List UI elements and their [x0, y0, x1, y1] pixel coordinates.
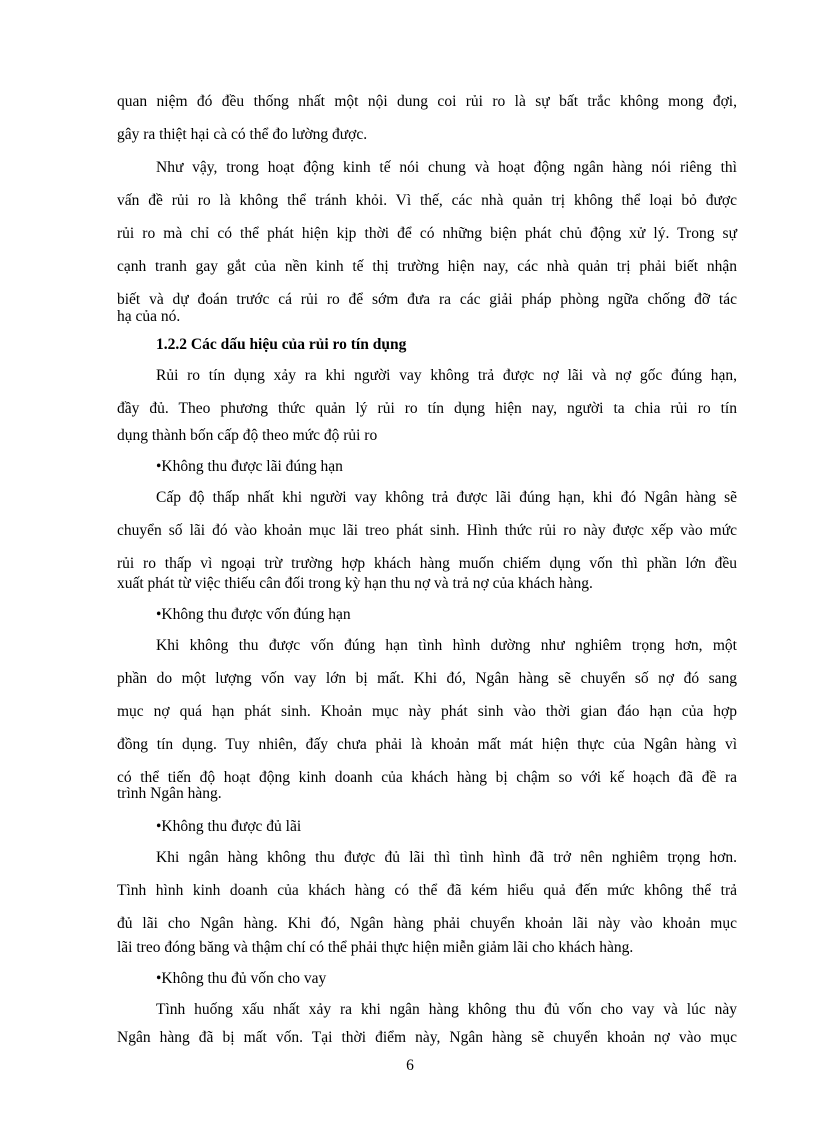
- paragraph-line: Như vậy, trong hoạt động kinh tế nói chung và hoạt động ngân hàng nói riêng thì: [156, 159, 737, 176]
- paragraph-line: vấn đề rủi ro là không thể tránh khỏi. Vì thế, các nhà quản trị không thể loại bỏ được: [117, 192, 737, 209]
- paragraph-line: đủ lãi cho Ngân hàng. Khi đó, Ngân hàng phải chuyển khoản lãi này vào khoản mục: [117, 915, 737, 932]
- paragraph-line: biết và dự đoán trước cá rủi ro để sớm đưa ra các giải pháp phòng ngữa chống đỡ tác: [117, 291, 737, 308]
- paragraph-line: rủi ro thấp vì ngoại trừ trường hợp khách hàng muốn chiếm dụng vốn thì phần lớn đều: [117, 555, 737, 572]
- paragraph-line: dụng thành bốn cấp độ theo mức độ rủi ro: [117, 427, 378, 444]
- paragraph-line: gây ra thiệt hại cà có thể đo lường được.: [117, 126, 368, 143]
- paragraph-line: Khi không thu được vốn đúng hạn tình hình dường như nghiêm trọng hơn, một: [156, 637, 737, 654]
- paragraph-line: mục nợ quá hạn phát sinh. Khoản mục này phát sinh vào thời gian đáo hạn của hợp: [117, 703, 737, 720]
- bullet-item: •Không thu được đủ lãi: [156, 818, 302, 835]
- bullet-item: •Không thu đủ vốn cho vay: [156, 970, 327, 987]
- paragraph-line: Ngân hàng đã bị mất vốn. Tại thời điểm này, Ngân hàng sẽ chuyển khoản nợ vào mục: [117, 1029, 737, 1046]
- paragraph-line: đầy đủ. Theo phương thức quản lý rủi ro tín dụng hiện nay, người ta chia rủi ro tín: [117, 400, 737, 417]
- paragraph-line: có thể tiến độ hoạt động kinh doanh của khách hàng bị chậm so với kế hoạch đã đề ra: [117, 769, 737, 786]
- paragraph-line: quan niệm đó đều thống nhất một nội dung coi rủi ro là sự bất trắc không mong đợi,: [117, 93, 737, 110]
- paragraph-line: Khi ngân hàng không thu được đủ lãi thì tình hình đã trở nên nghiêm trọng hơn.: [156, 849, 737, 866]
- paragraph-line: đồng tín dụng. Tuy nhiên, đấy chưa phải là khoản mất mát hiện thực của Ngân hàng vì: [117, 736, 737, 753]
- bullet-item: •Không thu được vốn đúng hạn: [156, 606, 351, 623]
- paragraph-line: Cấp độ thấp nhất khi người vay không trả được lãi đúng hạn, khi đó Ngân hàng sẽ: [156, 489, 737, 506]
- paragraph-line: chuyển số lãi đó vào khoản mục lãi treo phát sinh. Hình thức rủi ro này được xếp vào mức: [117, 522, 737, 539]
- section-heading: 1.2.2 Các dấu hiệu của rủi ro tín dụng: [156, 336, 407, 353]
- paragraph-line: xuất phát từ việc thiếu cân đối trong kỳ hạn thu nợ và trả nợ của khách hàng.: [117, 575, 593, 592]
- bullet-item: •Không thu được lãi đúng hạn: [156, 458, 343, 475]
- paragraph-line: phần do một lượng vốn vay lớn bị mất. Khi đó, Ngân hàng sẽ chuyển số nợ đó sang: [117, 670, 737, 687]
- page-number: 6: [406, 1057, 414, 1074]
- paragraph-line: hạ của nó.: [117, 308, 181, 325]
- paragraph-line: cạnh tranh gay gắt của nền kinh tế thị trường hiện nay, các nhà quản trị phải biết nhận: [117, 258, 737, 275]
- paragraph-line: Tình huống xấu nhất xảy ra khi ngân hàng không thu đủ vốn cho vay và lúc này: [156, 1001, 737, 1018]
- paragraph-line: lãi treo đóng băng và thậm chí có thể phải thực hiện miễn giảm lãi cho khách hàng.: [117, 939, 634, 956]
- paragraph-line: Rủi ro tín dụng xảy ra khi người vay không trả được nợ lãi và nợ gốc đúng hạn,: [156, 367, 737, 384]
- paragraph-line: rủi ro mà chỉ có thể phát hiện kịp thời để có những biện phát chủ động xử lý. Trong sự: [117, 225, 737, 242]
- paragraph-line: Tình hình kinh doanh của khách hàng có thể đã kém hiểu quả đến mức không thể trả: [117, 882, 737, 899]
- paragraph-line: trình Ngân hàng.: [117, 785, 222, 802]
